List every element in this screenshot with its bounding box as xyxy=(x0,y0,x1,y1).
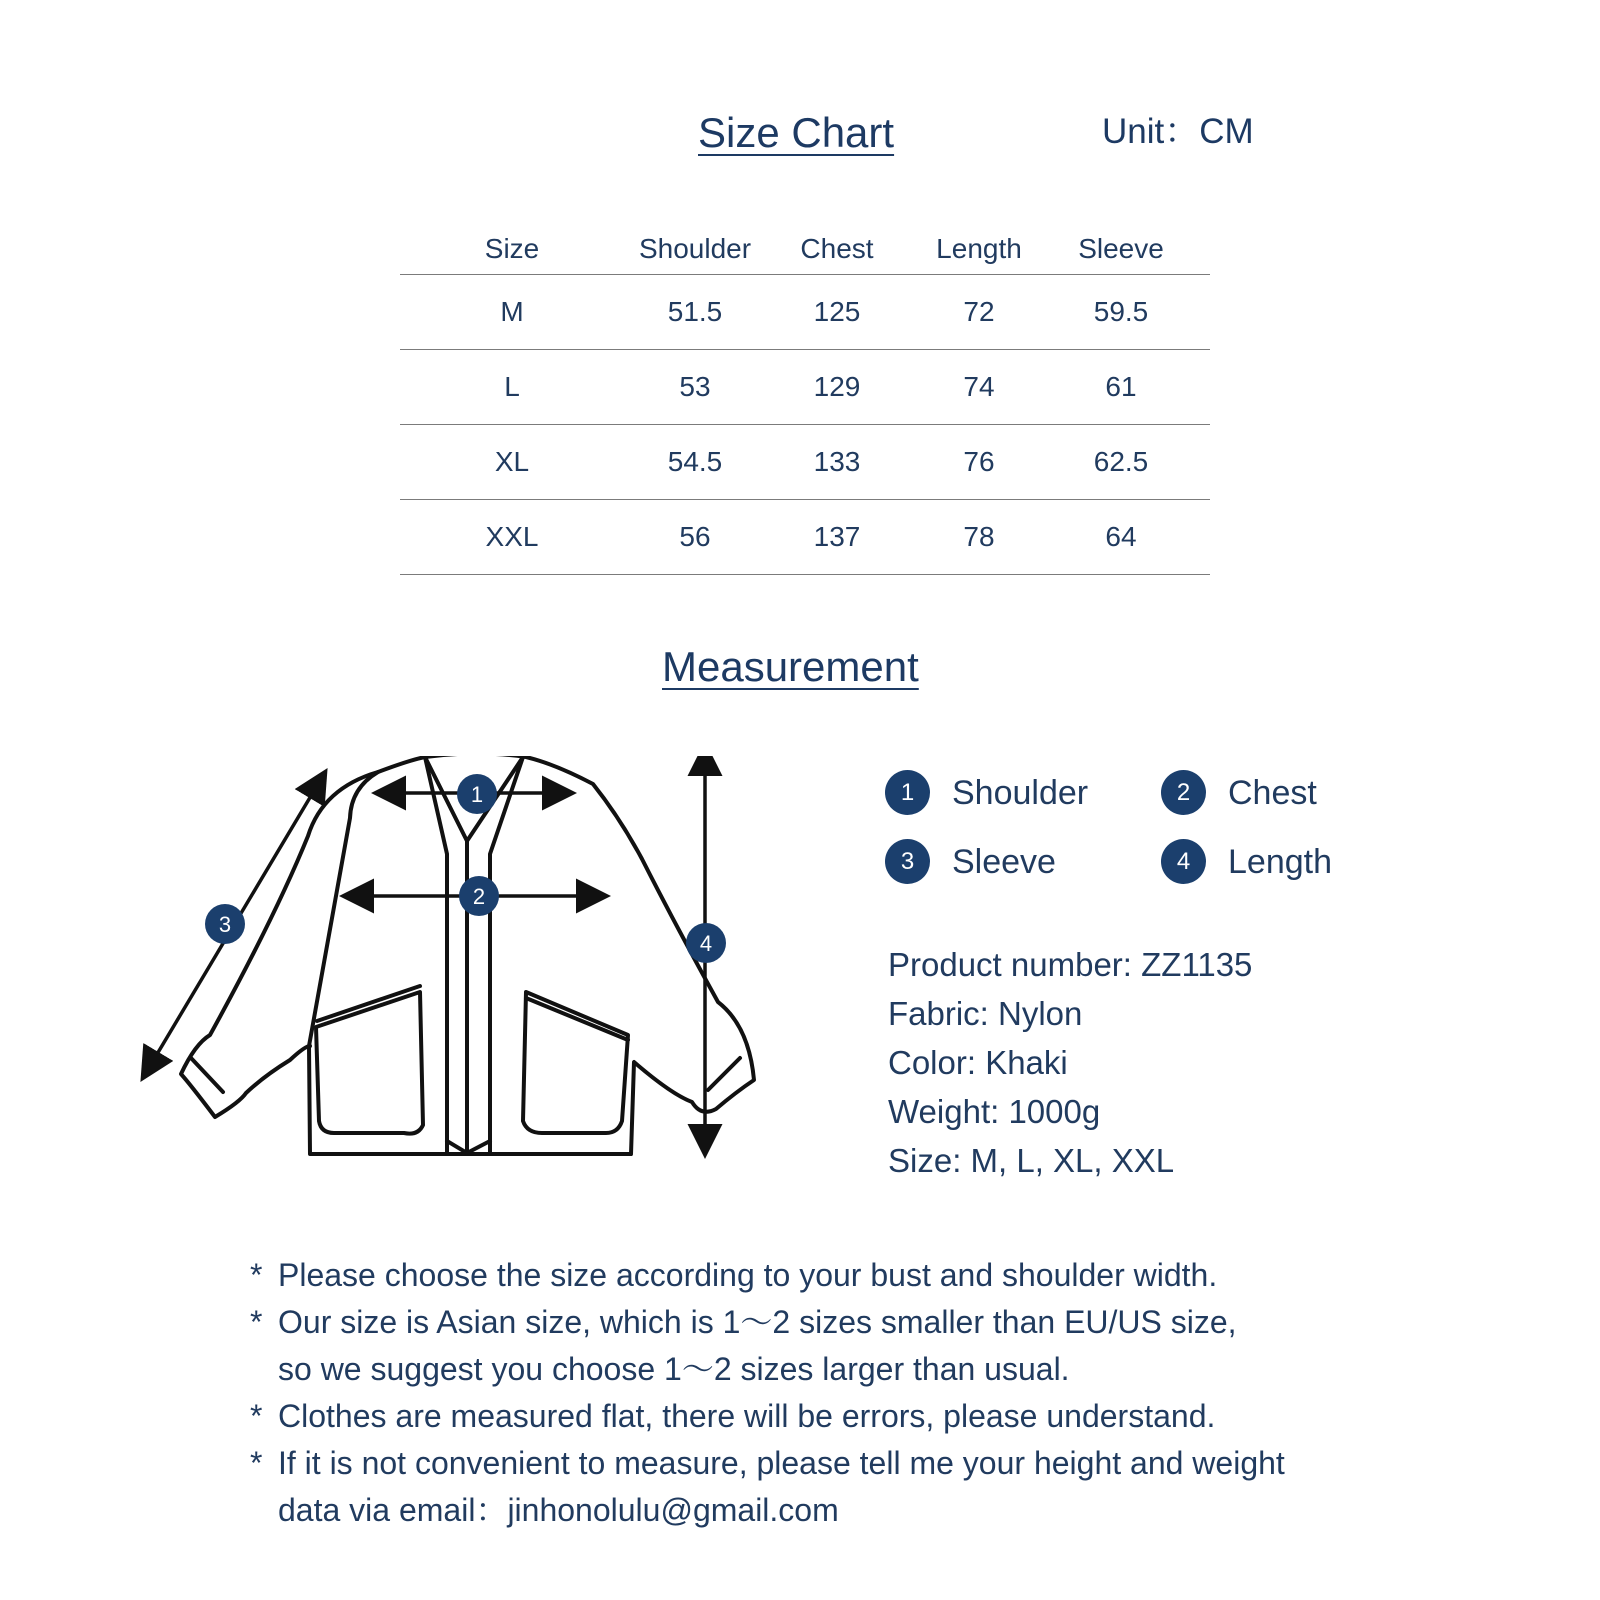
table-cell: 133 xyxy=(813,446,861,477)
svg-text:2: 2 xyxy=(472,884,486,909)
product-number: Product number: ZZ1135 xyxy=(888,946,1253,983)
measurement-title: Measurement xyxy=(662,643,919,690)
column-header-chest: Chest xyxy=(800,233,874,264)
legend-label: Sleeve xyxy=(952,842,1056,881)
diagram-marker-4 xyxy=(686,923,726,963)
size-table-header xyxy=(400,232,1210,275)
svg-text:4: 4 xyxy=(699,931,713,956)
table-row xyxy=(400,500,1210,575)
table-cell: 56 xyxy=(679,521,711,552)
note-text: Clothes are measured flat, there will be errors, please understand. xyxy=(278,1398,1216,1434)
diagram-marker-1 xyxy=(457,774,497,814)
product-details xyxy=(888,940,1388,1185)
svg-text:1: 1 xyxy=(470,782,484,807)
column-header-sleeve: Sleeve xyxy=(1078,233,1164,264)
number-badge: 2 xyxy=(1161,770,1206,815)
table-cell: 72 xyxy=(963,296,995,327)
number-badge: 3 xyxy=(885,839,930,884)
table-cell: 125 xyxy=(813,296,861,327)
note-continuation: so we suggest you choose 1～2 sizes larger than usual. xyxy=(278,1351,1070,1387)
unit-label: Unit：CM xyxy=(1102,112,1254,151)
note-bullet: * xyxy=(250,1445,263,1481)
table-cell: 62.5 xyxy=(1093,446,1149,477)
note-text: Please choose the size according to your bust and shoulder width. xyxy=(278,1257,1218,1293)
table-cell: XL xyxy=(494,446,530,477)
svg-text:3: 3 xyxy=(218,912,232,937)
column-header-size: Size xyxy=(484,233,540,264)
measurement-legend xyxy=(885,770,1405,890)
legend-label: Shoulder xyxy=(952,773,1089,812)
legend-item-chest xyxy=(1161,770,1317,815)
table-cell: L xyxy=(504,371,520,402)
legend-label: Chest xyxy=(1228,773,1317,812)
product-weight: Weight: 1000g xyxy=(888,1093,1101,1130)
product-fabric: Fabric: Nylon xyxy=(888,995,1083,1032)
table-cell: XXL xyxy=(485,521,539,552)
table-cell: 53 xyxy=(679,371,711,402)
product-sizes: Size: M, L, XL, XXL xyxy=(888,1142,1175,1179)
legend-item-length xyxy=(1161,839,1332,884)
size-table xyxy=(400,232,1210,575)
legend-item-sleeve xyxy=(885,839,1056,884)
note-item xyxy=(250,1299,1500,1346)
column-header-length: Length xyxy=(936,233,1022,264)
table-cell: M xyxy=(500,296,524,327)
diagram-marker-2 xyxy=(459,876,499,916)
notes-section xyxy=(250,1252,1500,1534)
table-cell: 64 xyxy=(1105,521,1137,552)
jacket-outline-icon xyxy=(128,756,803,1201)
table-cell: 54.5 xyxy=(667,446,723,477)
table-cell: 74 xyxy=(963,371,995,402)
table-row xyxy=(400,275,1210,350)
table-cell: 61 xyxy=(1105,371,1137,402)
table-row xyxy=(400,425,1210,500)
table-cell: 129 xyxy=(813,371,861,402)
note-bullet: * xyxy=(250,1257,263,1293)
table-cell: 59.5 xyxy=(1093,296,1149,327)
note-item xyxy=(250,1440,1500,1487)
table-row xyxy=(400,350,1210,425)
legend-label: Length xyxy=(1228,842,1332,881)
note-bullet: * xyxy=(250,1398,263,1434)
note-continuation: data via email：jinhonolulu@gmail.com xyxy=(278,1492,839,1528)
size-chart-title: Size Chart xyxy=(698,109,895,156)
column-header-shoulder: Shoulder xyxy=(638,233,752,264)
table-cell: 76 xyxy=(963,446,995,477)
note-text: Our size is Asian size, which is 1～2 sizes smaller than EU/US size, xyxy=(278,1304,1237,1340)
note-text: If it is not convenient to measure, please tell me your height and weight xyxy=(278,1445,1285,1481)
number-badge: 1 xyxy=(885,770,930,815)
note-item xyxy=(250,1252,1500,1299)
number-badge: 4 xyxy=(1161,839,1206,884)
note-item xyxy=(250,1393,1500,1440)
legend-item-shoulder xyxy=(885,770,1088,815)
note-bullet: * xyxy=(250,1304,263,1340)
table-cell: 78 xyxy=(963,521,995,552)
table-cell: 51.5 xyxy=(667,296,723,327)
table-cell: 137 xyxy=(813,521,861,552)
diagram-marker-3 xyxy=(205,904,245,944)
product-color: Color: Khaki xyxy=(888,1044,1068,1081)
